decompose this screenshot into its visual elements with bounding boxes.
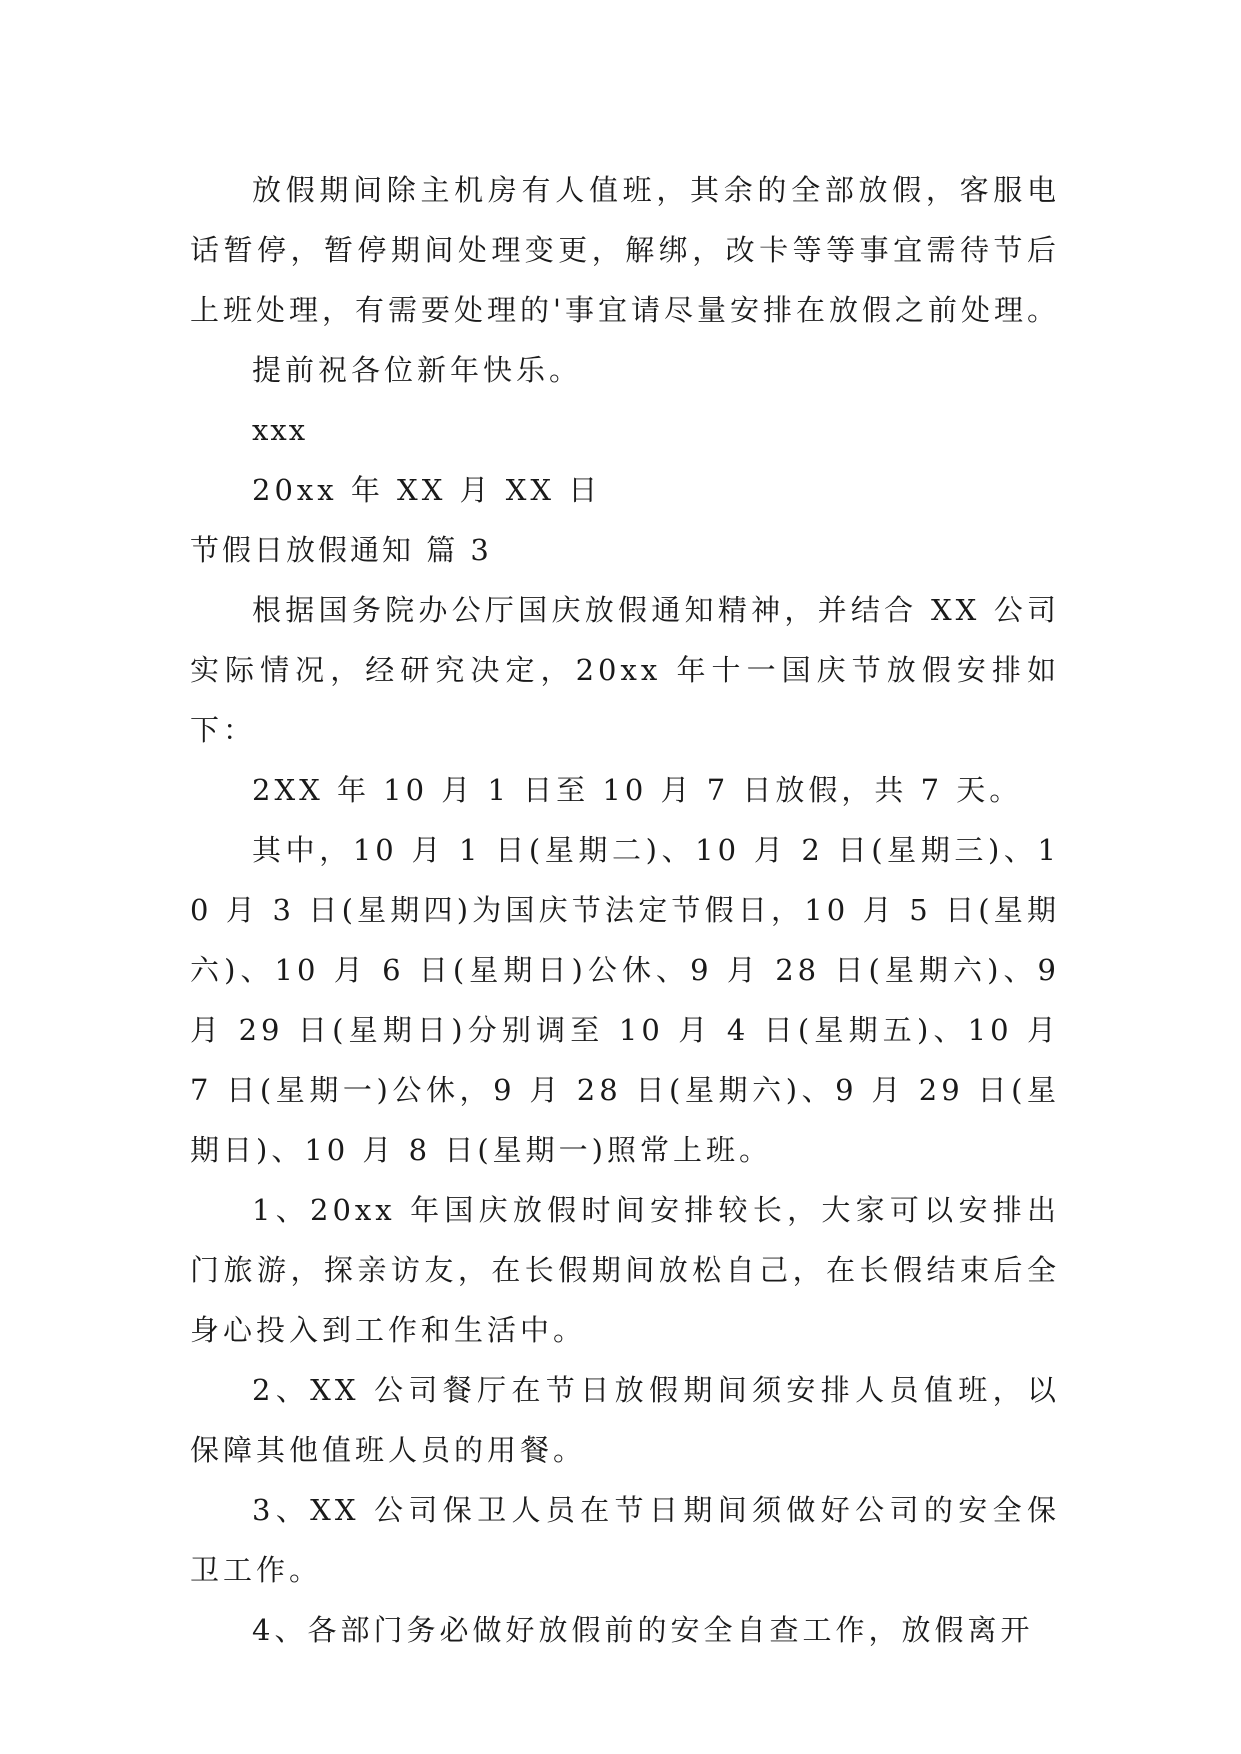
list-item-3: 3、XX 公司保卫人员在节日期间须做好公司的安全保卫工作。 — [190, 1493, 1060, 1587]
list-item-2: 2、XX 公司餐厅在节日放假期间须安排人员值班，以保障其他值班人员的用餐。 — [190, 1373, 1060, 1467]
paragraph-schedule-detail: 其中，10 月 1 日(星期二)、10 月 2 日(星期三)、10 月 3 日(星期四)为国庆节法定节假日，10 月 5 日(星期六)、10 月 6 日(星期日)公休、9 月 28 日(星期六)、9 月 29 日(星期日)分别调至 10 月 4 日(星期五)、10 月 7 日(星期一)公休，9 月 28 日(星期六)、9 月 29 日(星期日)、10 月 8 日(星期一)照常上班。 — [190, 833, 1060, 1167]
paragraph-intro: 根据国务院办公厅国庆放假通知精神，并结合 XX 公司实际情况，经研究决定，20xx 年十一国庆节放假安排如下： — [190, 593, 1060, 747]
list-item-4: 4、各部门务必做好放假前的安全自查工作，放假离开 — [252, 1613, 1034, 1647]
paragraph-new-year-greeting: 提前祝各位新年快乐。 — [252, 353, 583, 387]
paragraph-holiday-range: 2XX 年 10 月 1 日至 10 月 7 日放假，共 7 天。 — [252, 773, 1023, 807]
list-item-1: 1、20xx 年国庆放假时间安排较长，大家可以安排出门旅游，探亲访友，在长假期间放松自己，在长假结束后全身心投入到工作和生活中。 — [190, 1193, 1060, 1347]
paragraph-duty-arrangement: 放假期间除主机房有人值班，其余的全部放假，客服电话暂停，暂停期间处理变更，解绑，改卡等等事宜需待节后上班处理，有需要处理的'事宜请尽量安排在放假之前处理。 — [190, 173, 1060, 327]
document-body — [190, 160, 1060, 1660]
signature-name: xxx — [252, 413, 308, 447]
section-heading: 节假日放假通知 篇 3 — [190, 533, 492, 567]
signature-date: 20xx 年 XX 月 XX 日 — [252, 473, 602, 507]
